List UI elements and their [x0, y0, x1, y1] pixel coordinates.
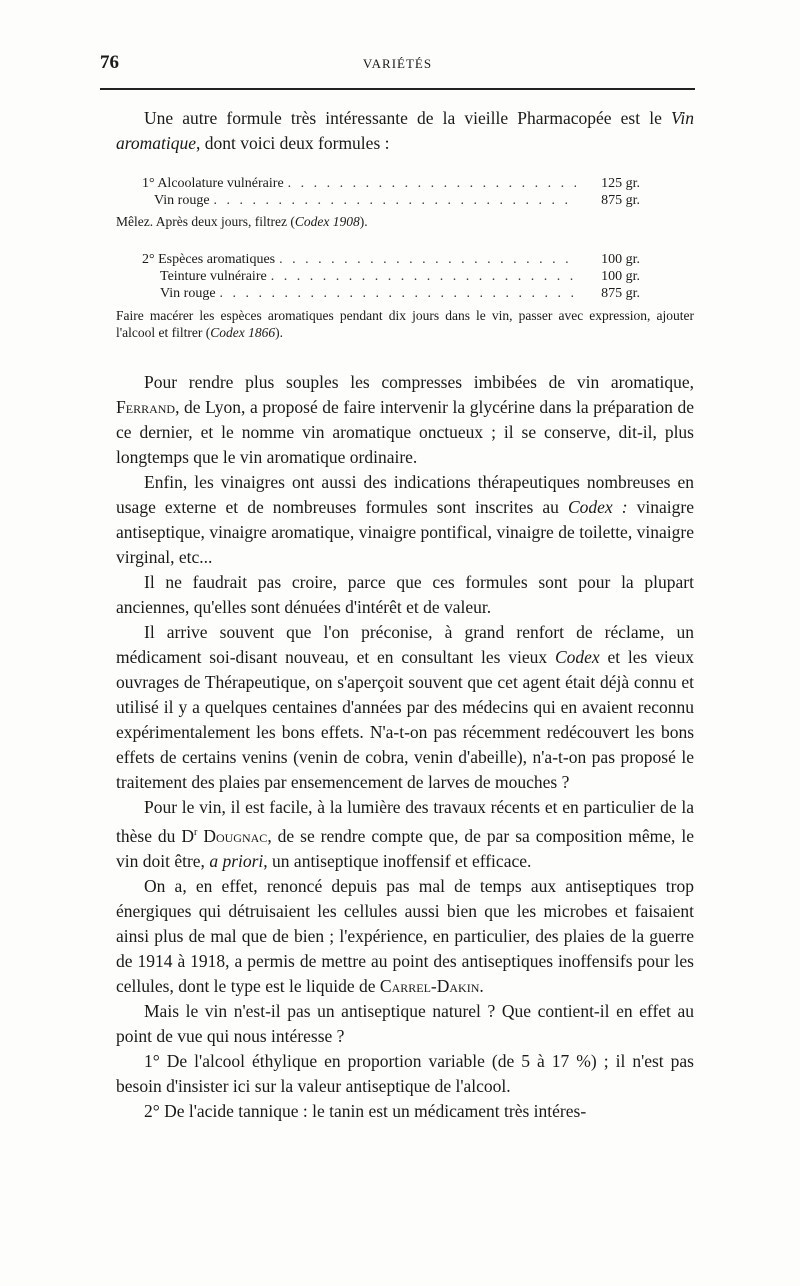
formula-2 [142, 251, 640, 302]
paragraph: On a, en effet, renoncé depuis pas mal de temps aux antiseptiques trop énergiques qui détruisaient les cellules aussi bien que les microbes et faisaient ainsi plus de mal que de bien ; l'expérience, en particulier, des plaies de la guerre de 1914 à 1918, a permis de mettre au point des antiseptiques inoffensifs pour les cellules, dont le type est le liquide de Carrel-Dakin. [116, 875, 694, 996]
formula-1-line: Vin rouge . . . 875 gr. [142, 192, 640, 209]
formula-1 [142, 175, 640, 209]
formula-2-note: Faire macérer les espèces aromatiques pendant dix jours dans le vin, passer avec expression, ajouter l'alcool et filtrer (Codex 1866). [116, 308, 694, 340]
paragraph: Pour le vin, il est facile, à la lumière des travaux récents et en particulier de la thèse du $D^r$ Dougnac, de se rendre compte que, de par sa composition même, le vin doit être, a priori, un antiseptique inoffensif et efficace. [116, 797, 694, 871]
formula-1-note: Mêlez. Après deux jours, filtrez (Codex 1908). [116, 214, 368, 229]
running-title: VARIÉTÉS [362, 56, 433, 71]
paragraph: Mais le vin n'est-il pas un antiseptique naturel ? Que contient-il en effet au point de vue qui nous intéresse ? [116, 1000, 694, 1046]
formula-2-line: 2° Espèces aromatiques . . . 100 gr. [142, 251, 640, 268]
formula-2-line: Vin rouge . . . 875 gr. [142, 285, 640, 302]
intro-paragraph: Une autre formule très intéressante de la vieille Pharmacopée est le Vin aromatique, dont voici deux formules : [116, 108, 694, 153]
page-number: 76 [100, 52, 119, 73]
intro-italic: Vin aromatique [116, 108, 694, 153]
page-header [100, 52, 695, 78]
paragraph: Enfin, les vinaigres ont aussi des indications thérapeutiques nombreuses en usage externe et de nombreuses formules sont inscrites au Codex : vinaigre antiseptique, vinaigre aromatique, vinaigre pontifical, vinaigre de toilette, vinaigre virginal, etc... [116, 472, 694, 567]
paragraph: Il ne faudrait pas croire, parce que ces formules sont pour la plupart anciennes, qu'elles sont dénuées d'intérêt et de valeur. [116, 572, 694, 617]
main-text [116, 370, 694, 1124]
paragraph: Pour rendre plus souples les compresses imbibées de vin aromatique, Ferrand, de Lyon, a proposé de faire intervenir la glycérine dans la préparation de ce dernier, et le nomme vin aromatique onctueux ; il se conserve, dit-il, plus longtemps que le vin aromatique ordinaire. [116, 372, 694, 467]
paragraph: Il arrive souvent que l'on préconise, à grand renfort de réclame, un médicament soi-disant nouveau, et en consultant les vieux Codex et les vieux ouvrages de Thérapeutique, on s'aperçoit souvent que cet agent était déjà connu et utilisé il y a quelques centaines d'années par des médecins qui en avaient reconnu expérimentalement les bons effets. N'a-t-on pas récemment redécouvert les bons effets de certains venins (venin de cobra, venin d'abeille), n'a-t-on pas proposé le traitement des plaies par ensemencement de larves de mouches ? [116, 622, 694, 792]
formula-1-line: 1° Alcoolature vulnéraire . . . 125 gr. [142, 175, 640, 192]
paragraph: 1° De l'alcool éthylique en proportion variable (de 5 à 17 %) ; il n'est pas besoin d'insister ici sur la valeur antiseptique de l'alcool. [116, 1050, 694, 1096]
paragraph: 2° De l'acide tannique : le tanin est un médicament très intéres- [144, 1100, 587, 1121]
formula-2-line: Teinture vulnéraire . . . 100 gr. [142, 268, 640, 285]
header-rule [100, 88, 695, 90]
